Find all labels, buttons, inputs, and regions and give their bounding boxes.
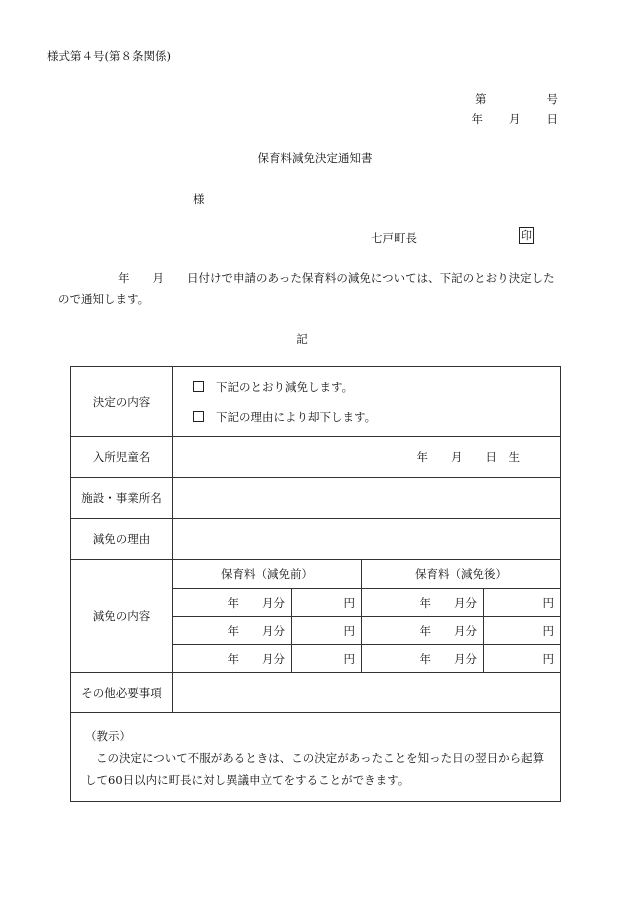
child-row	[71, 437, 561, 478]
before-yen: 円	[292, 645, 362, 673]
number-prefix: 第	[475, 92, 487, 106]
notice-cell	[71, 713, 561, 802]
seal-mark: 印	[521, 229, 532, 242]
reduce-checkbox[interactable]	[193, 381, 204, 392]
after-month: 年 月分	[362, 645, 484, 673]
content-label: 減免の内容	[71, 560, 173, 673]
after-header: 保育料（減免後）	[362, 560, 561, 589]
number-suffix: 号	[546, 92, 558, 106]
after-yen: 円	[484, 617, 561, 645]
other-value	[173, 673, 561, 713]
document-number-line	[475, 91, 558, 107]
option-reject-label: 下記の理由により却下します。	[216, 409, 377, 424]
reason-row	[71, 519, 561, 560]
after-yen: 円	[484, 645, 561, 673]
before-yen: 円	[292, 589, 362, 617]
reason-value	[173, 519, 561, 560]
document-date-line	[472, 111, 559, 127]
reject-checkbox[interactable]	[193, 411, 204, 422]
facility-label: 施設・事業所名	[71, 478, 173, 519]
date-month: 月	[509, 112, 521, 126]
after-month: 年 月分	[362, 617, 484, 645]
before-month: 年 月分	[173, 645, 292, 673]
issuer-name: 七戸町長	[371, 231, 417, 245]
content-header-row	[71, 560, 561, 589]
form-number: 様式第４号(第８条関係)	[47, 49, 171, 63]
notice-title: （教示）	[85, 729, 131, 743]
date-day: 日	[546, 112, 558, 126]
before-header: 保育料（減免前）	[173, 560, 362, 589]
decision-options	[173, 367, 561, 437]
date-year: 年	[471, 112, 483, 126]
other-row	[71, 673, 561, 713]
option-reduce	[173, 372, 560, 402]
addressee-suffix: 様	[193, 192, 205, 206]
option-reduce-label: 下記のとおり減免します。	[216, 379, 354, 394]
notice-text: この決定について不服があるときは、この決定があったことを知った日の翌日から起算して60日以内に町長に対し異議申立てをすることができます。	[85, 751, 545, 787]
notice-row	[71, 713, 561, 802]
decision-table	[70, 366, 561, 802]
before-yen: 円	[292, 617, 362, 645]
reason-label: 減免の理由	[71, 519, 173, 560]
before-month: 年 月分	[173, 617, 292, 645]
decision-row	[71, 367, 561, 437]
other-label: その他必要事項	[71, 673, 173, 713]
after-month: 年 月分	[362, 589, 484, 617]
option-reject	[173, 402, 560, 432]
facility-value	[173, 478, 561, 519]
after-yen: 円	[484, 589, 561, 617]
ki-heading: 記	[296, 332, 308, 346]
decision-label: 決定の内容	[71, 367, 173, 437]
before-month: 年 月分	[173, 589, 292, 617]
body-text: 年 月 日付けで申請のあった保育料の減免については、下記のとおり決定したので通知します。	[58, 271, 555, 306]
child-birthdate: 年 月 日 生	[173, 437, 561, 478]
child-label: 入所児童名	[71, 437, 173, 478]
facility-row	[71, 478, 561, 519]
document-title: 保育料減免決定通知書	[257, 151, 373, 165]
